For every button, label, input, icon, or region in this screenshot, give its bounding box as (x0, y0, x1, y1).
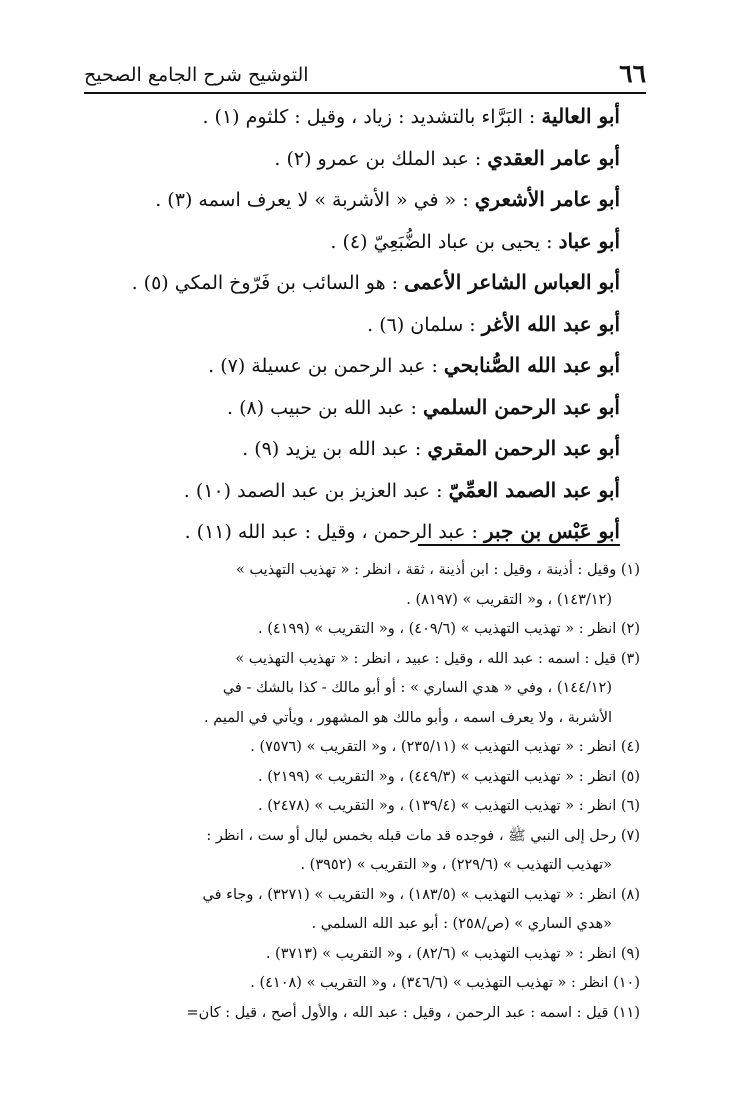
footnote-line: رحل إلى النبي ﷺ ، فوجده قد مات قبله بخمس ليال أو ست ، انظر : (206, 827, 617, 844)
entry (100, 304, 620, 346)
footnote-line: انظر : « تهذيب التهذيب » (٣٤٦/٦) ، و« التقريب » (٤١٠٨) . (250, 975, 609, 991)
footnote-number: (٨) (620, 886, 640, 903)
footnote-line: (١٤٤/١٢) ، وفي « هدي الساري » : أو أبو مالك - كذا بالشك - في (222, 680, 612, 696)
footnote-number: (٦) (620, 798, 640, 814)
footnote (100, 645, 640, 734)
footnote (100, 822, 640, 881)
footnote-number: (٤) (620, 739, 640, 755)
footnote (100, 615, 640, 645)
footnote-number: (٧) (620, 827, 640, 844)
entry-text: : عبد العزيز بن عبد الصمد (١٠) . (183, 479, 449, 502)
entry (100, 96, 620, 138)
footnote (100, 733, 640, 763)
footnote-line: قيل : اسمه : عبد الله ، وقيل : عبيد ، انظر : « تهذيب التهذيب » (235, 650, 617, 667)
footnote-number: (٣) (620, 650, 640, 667)
entry-name: أبو عامر العقدي (487, 145, 620, 170)
entry-name: أبو العالية (541, 104, 620, 128)
entry-name: أبو عَبْس بن جبر (483, 519, 620, 543)
footnote-line: «تهذيب التهذيب » (٢٢٩/٦) ، و« التقريب » (٣٩٥٢) . (300, 857, 612, 873)
footnote-line: انظر : « تهذيب التهذيب » (٢٣٥/١١) ، و« التقريب » (٧٥٧٦) . (250, 739, 617, 755)
footnote (100, 881, 640, 940)
entry-name: أبو عباد (558, 228, 620, 253)
footnote-number: (٩) (620, 945, 640, 962)
footnote-number: (١٠) (613, 975, 640, 991)
entry-text: : عبد الرحمن ، وقيل : عبد الله (١١) . (184, 521, 484, 543)
footnote-number: (١١) (613, 1004, 640, 1021)
footnote-line: انظر : « تهذيب التهذيب » (٤٠٩/٦) ، و« التقريب » (٤١٩٩) . (258, 621, 617, 637)
footnote (100, 763, 640, 793)
header-rule (84, 92, 646, 94)
entry-name: أبو عبد الله الأغر (481, 311, 620, 336)
entry-name: أبو عبد الرحمن السلمي (423, 394, 620, 419)
footnote-line: الأشربة ، ولا يعرف اسمه ، وأبو مالك هو المشهور ، ويأتي في الميم . (203, 709, 612, 726)
entry-text: : البَرَّاء بالتشديد : زياد ، وقيل : كلثوم (١) . (202, 106, 542, 128)
entry (100, 179, 620, 221)
footnote-line: «هدي الساري » (ص/٢٥٨) : أبو عبد الله السلمي . (311, 916, 612, 932)
footnote-line: انظر : « تهذيب التهذيب » (٤٤٩/٣) ، و« التقريب » (٢١٩٩) . (258, 768, 617, 785)
entry (100, 387, 620, 429)
footnote-line: انظر : « تهذيب التهذيب » (٨٢/٦) ، و« التقريب » (٣٧١٣) . (265, 945, 617, 962)
entry-text: : عبد الله بن يزيد (٩) . (242, 438, 428, 460)
page-number: ٦٦ (619, 59, 646, 88)
footnotes-list (100, 556, 640, 1028)
footnote (100, 969, 640, 999)
entry-name: أبو عبد الله الصُّنابحي (443, 353, 620, 377)
footnote-number: (٥) (620, 768, 640, 785)
page-header (84, 52, 646, 92)
entries-list (100, 96, 620, 553)
entry-text: : هو السائب بن فَرّوخ المكي (٥) . (131, 272, 405, 294)
entry (100, 262, 620, 304)
entry (100, 138, 620, 180)
entry-text: : سلمان (٦) . (367, 313, 482, 336)
entry-name: أبو العباس الشاعر الأعمى (404, 270, 620, 294)
entry (100, 428, 620, 470)
running-title: التوشيح شرح الجامع الصحيح (84, 64, 309, 86)
footnote-line: انظر : « تهذيب التهذيب » (١٨٣/٥) ، و« التقريب » (٣٢٧١) ، وجاء في (202, 886, 617, 903)
entry-text: : عبد الرحمن بن عسيلة (٧) . (208, 355, 444, 377)
entry-name: أبو عبد الرحمن المقري (427, 436, 620, 460)
footnote (100, 556, 640, 615)
footnote (100, 940, 640, 970)
entry (100, 221, 620, 263)
entry-text: : عبد الملك بن عمرو (٢) . (274, 147, 488, 170)
footnote (100, 999, 640, 1029)
footnote-line: قيل : اسمه : عبد الرحمن ، وقيل : عبد الله ، والأول أصح ، قيل : كان= (186, 1004, 609, 1021)
footnote-number: (٢) (620, 621, 640, 637)
footnote-number: (١) (620, 562, 640, 578)
footnote-line: وقيل : أذينة ، وقيل : ابن أذينة ، ثقة ، انظر : « تهذيب التهذيب » (235, 562, 617, 578)
entry-text: : يحيى بن عباد الضُّبَعِيّ (٤) . (330, 230, 559, 253)
entry-name: أبو عامر الأشعري (474, 187, 620, 211)
entry-text: : عبد الله بن حبيب (٨) . (227, 396, 423, 419)
entry (100, 511, 620, 553)
entry (100, 345, 620, 387)
entry (100, 470, 620, 512)
footnote-separator (418, 544, 620, 546)
entry-text: : « في « الأشربة » لا يعرف اسمه (٣) . (155, 189, 475, 211)
footnote-line: (١٤٣/١٢) ، و« التقريب » (٨١٩٧) . (406, 591, 612, 608)
footnote (100, 792, 640, 822)
entry-name: أبو عبد الصمد العمِّيّ (448, 477, 620, 502)
footnote-line: انظر : « تهذيب التهذيب » (١٣٩/٤) ، و« التقريب » (٢٤٧٨) . (258, 798, 617, 814)
